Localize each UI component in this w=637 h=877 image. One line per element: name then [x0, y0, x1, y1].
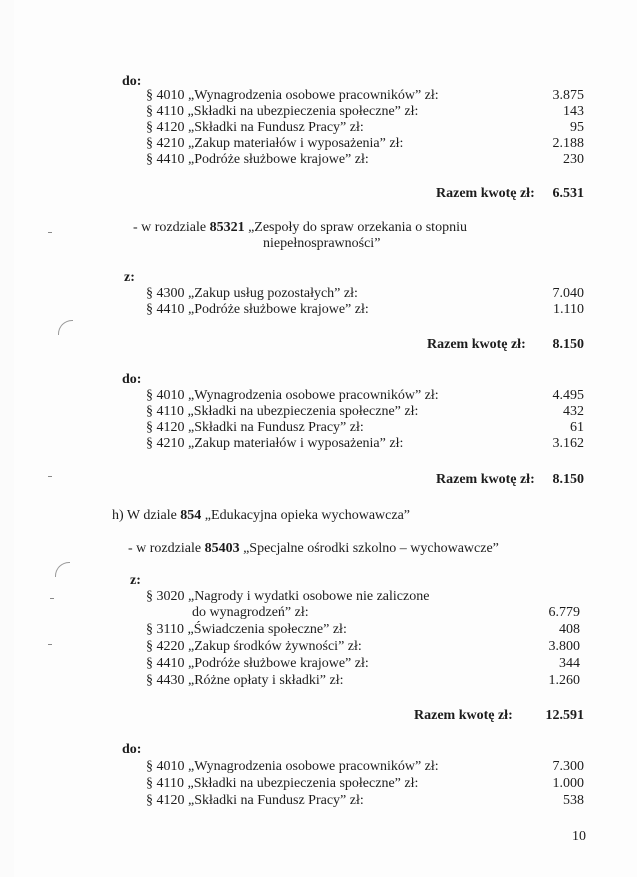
section-label: do:: [122, 372, 142, 387]
budget-amount: 7.040: [552, 286, 584, 301]
chapter-title: „Zespoły do spraw orzekania o stopniu: [248, 220, 467, 235]
budget-amount: 408: [559, 622, 580, 637]
section-label: z:: [130, 573, 141, 588]
total-label: Razem kwotę zł:: [436, 472, 535, 487]
budget-amount: 344: [559, 656, 580, 671]
budget-line: § 4210 „Zakup materiałów i wyposażenia” zł:: [146, 436, 404, 451]
heading-prefix: - w rozdziale: [133, 220, 207, 235]
heading-prefix: h) W dziale: [112, 508, 177, 523]
budget-line: § 4110 „Składki na ubezpieczenia społeczne” zł:: [146, 104, 419, 119]
department-heading: [112, 508, 410, 524]
budget-line: § 4410 „Podróże służbowe krajowe” zł:: [146, 656, 369, 671]
budget-amount: 143: [563, 104, 584, 119]
total-amount: 8.150: [552, 472, 584, 487]
budget-line-continued: do wynagrodzeń” zł:: [192, 605, 309, 620]
department-title: „Edukacyjna opieka wychowawcza”: [204, 508, 411, 523]
section-label: do:: [122, 742, 142, 757]
section-label: do:: [122, 74, 142, 89]
heading-prefix: - w rozdziale: [128, 541, 202, 556]
total-label: Razem kwotę zł:: [427, 337, 526, 352]
total-label: Razem kwotę zł:: [436, 186, 535, 201]
total-label: Razem kwotę zł:: [414, 708, 513, 723]
total-amount: 6.531: [552, 186, 584, 201]
budget-line: § 4010 „Wynagrodzenia osobowe pracowników” zł:: [146, 88, 439, 103]
budget-line: § 4120 „Składki na Fundusz Pracy” zł:: [146, 120, 364, 135]
budget-line: § 4120 „Składki na Fundusz Pracy” zł:: [146, 793, 364, 808]
chapter-heading: [133, 220, 467, 236]
department-code: 854: [180, 508, 202, 523]
scan-mark: [48, 644, 52, 645]
chapter-title: „Specjalne ośrodki szkolno – wychowawcze”: [243, 541, 499, 556]
total-amount: 12.591: [545, 708, 584, 723]
section-label: z:: [124, 270, 135, 285]
budget-amount: 432: [563, 404, 584, 419]
budget-amount: 3.800: [548, 639, 580, 654]
budget-line: § 4110 „Składki na ubezpieczenia społeczne” zł:: [146, 776, 419, 791]
budget-amount: 538: [563, 793, 584, 808]
chapter-heading: [128, 541, 499, 557]
budget-amount: 6.779: [548, 605, 580, 620]
chapter-code: 85403: [204, 541, 240, 556]
scan-mark: [58, 320, 73, 335]
budget-line: § 4010 „Wynagrodzenia osobowe pracowników” zł:: [146, 388, 439, 403]
budget-line: § 4410 „Podróże służbowe krajowe” zł:: [146, 302, 369, 317]
scan-mark: [48, 476, 52, 477]
budget-line: § 4110 „Składki na ubezpieczenia społeczne” zł:: [146, 404, 419, 419]
chapter-code: 85321: [209, 220, 245, 235]
budget-amount: 3.875: [552, 88, 584, 103]
budget-line: § 4210 „Zakup materiałów i wyposażenia” zł:: [146, 136, 404, 151]
budget-amount: 1.260: [548, 673, 580, 688]
budget-amount: 95: [570, 120, 584, 135]
budget-amount: 230: [563, 152, 584, 167]
total-amount: 8.150: [552, 337, 584, 352]
page-number: 10: [572, 829, 586, 844]
budget-amount: 4.495: [552, 388, 584, 403]
budget-line: § 4120 „Składki na Fundusz Pracy” zł:: [146, 420, 364, 435]
budget-line: § 4430 „Różne opłaty i składki” zł:: [146, 673, 344, 688]
budget-amount: 7.300: [552, 759, 584, 774]
chapter-heading-continued: niepełnosprawności”: [263, 236, 381, 251]
budget-amount: 3.162: [552, 436, 584, 451]
scan-mark: [50, 598, 54, 599]
budget-amount: 1.000: [552, 776, 584, 791]
page-left-margin: [0, 0, 14, 877]
budget-amount: 1.110: [553, 302, 584, 317]
scan-mark: [55, 562, 70, 577]
budget-amount: 2.188: [552, 136, 584, 151]
budget-line: § 4220 „Zakup środków żywności” zł:: [146, 639, 362, 654]
budget-line: § 3020 „Nagrody i wydatki osobowe nie zaliczone: [146, 589, 430, 604]
budget-line: § 3110 „Świadczenia społeczne” zł:: [146, 622, 347, 637]
budget-line: § 4300 „Zakup usług pozostałych” zł:: [146, 286, 358, 301]
budget-line: § 4010 „Wynagrodzenia osobowe pracowników” zł:: [146, 759, 439, 774]
budget-line: § 4410 „Podróże służbowe krajowe” zł:: [146, 152, 369, 167]
budget-amount: 61: [570, 420, 584, 435]
scan-mark: [48, 232, 52, 233]
